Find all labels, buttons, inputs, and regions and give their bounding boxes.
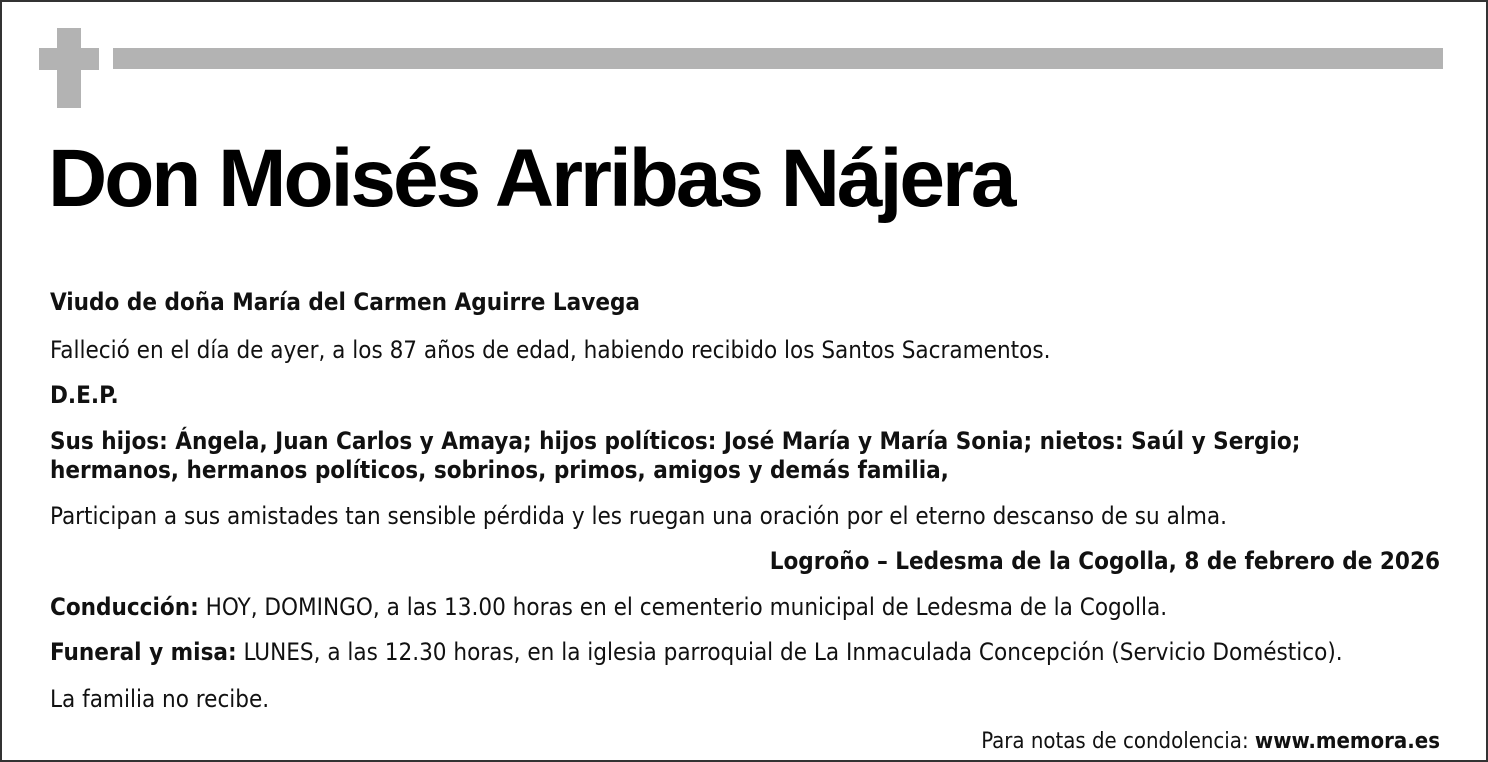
deceased-name: Don Moisés Arribas Nájera: [48, 133, 1014, 224]
dep-line: D.E.P.: [50, 381, 119, 409]
condolence-link[interactable]: www.memora.es: [1254, 729, 1440, 754]
no-recibe-line: La familia no recibe.: [50, 685, 270, 713]
condolence-footer: [981, 730, 1440, 754]
funeral-line: [50, 639, 1343, 665]
place-date-line: Logroño – Ledesma de la Cogolla, 8 de febrero de 2026: [769, 547, 1440, 575]
death-line: Falleció en el día de ayer, a los 87 años de edad, habiendo recibido los Santos Sacramentos.: [50, 336, 1051, 364]
family-line-2: hermanos, hermanos políticos, sobrinos, primos, amigos y demás familia,: [50, 456, 949, 484]
participation-line: Participan a sus amistades tan sensible pérdida y les ruegan una oración por el eterno descanso de su alma.: [50, 502, 1227, 530]
condolence-text: Para notas de condolencia:: [981, 729, 1255, 754]
funeral-label: Funeral y misa:: [50, 638, 237, 666]
header-rule: [113, 48, 1443, 69]
family-line-1: Sus hijos: Ángela, Juan Carlos y Amaya; hijos políticos: José María y María Sonia; nietos: Saúl y Sergio;: [50, 427, 1301, 455]
conduccion-text: HOY, DOMINGO, a las 13.00 horas en el cementerio municipal de Ledesma de la Cogolla.: [198, 593, 1168, 621]
cross-icon: [39, 28, 99, 108]
conduccion-label: Conducción:: [50, 593, 199, 621]
widow-line: Viudo de doña María del Carmen Aguirre Lavega: [50, 288, 640, 316]
funeral-text: LUNES, a las 12.30 horas, en la iglesia parroquial de La Inmaculada Concepción (Servicio Doméstico).: [236, 638, 1343, 666]
conduccion-line: [50, 594, 1167, 620]
